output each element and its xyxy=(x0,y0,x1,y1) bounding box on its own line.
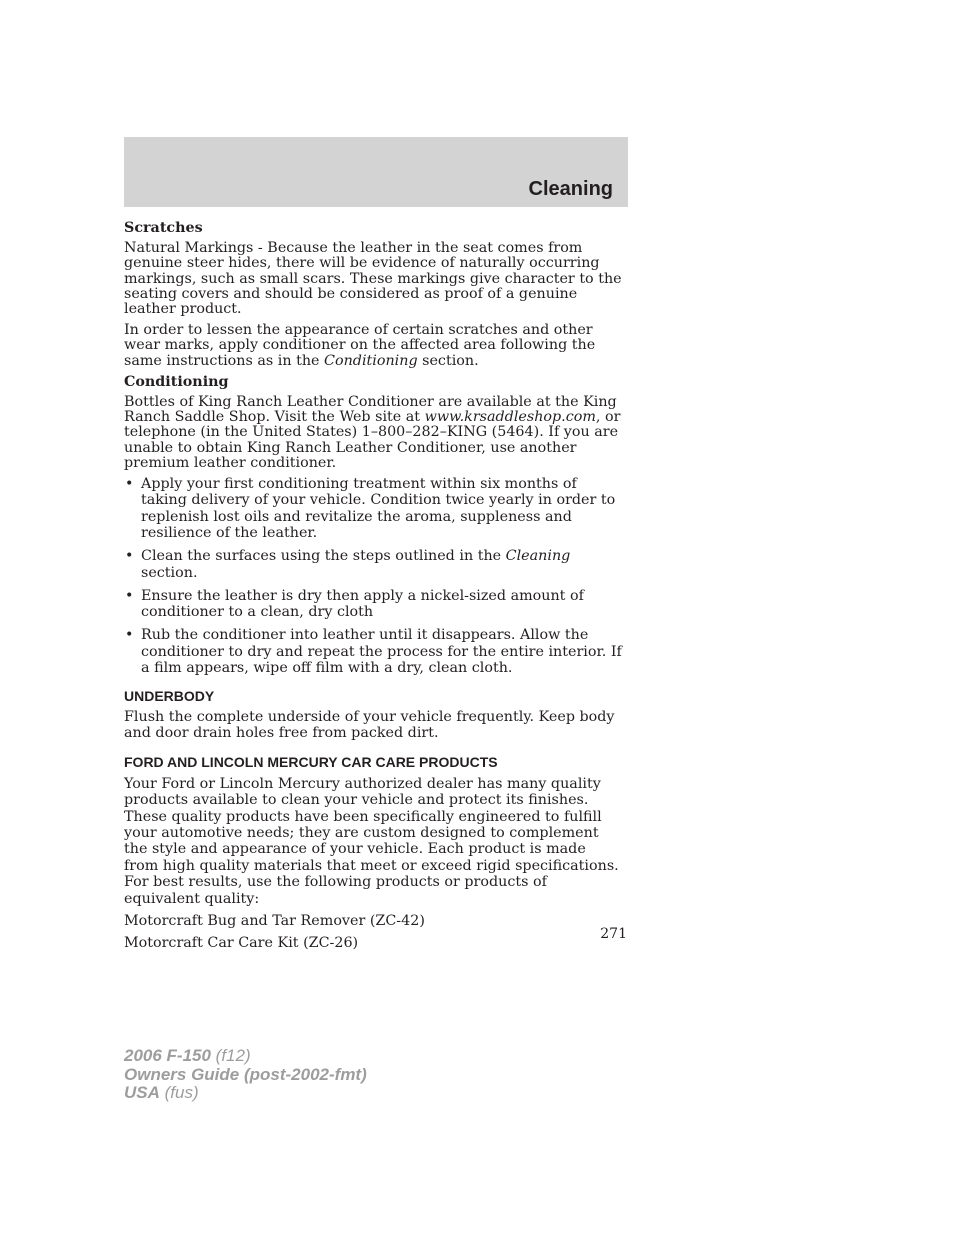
cleaning-reference: Cleaning xyxy=(505,548,571,565)
page-number: 271 xyxy=(600,926,627,942)
footer-model-code: (f12) xyxy=(210,1046,251,1065)
underbody-paragraph: Flush the complete underside of your vehicle frequently. Keep body and door drain holes free from packed dirt. xyxy=(124,709,615,741)
car-care-products-heading: FORD AND LINCOLN MERCURY CAR CARE PRODUCTS xyxy=(124,753,498,770)
list-item-text-a: Clean the surfaces using the steps outlined in the xyxy=(141,548,506,565)
conditioning-reference: Conditioning xyxy=(324,352,418,369)
conditioning-paragraph-text-a: Bottles of King Ranch Leather Conditioner are available at the King Ranch Saddle Shop. Visit the Web site at xyxy=(124,394,617,426)
car-care-products-paragraph: Your Ford or Lincoln Mercury authorized dealer has many quality products available to clean your vehicle and protect its finishes. These quality products have been specifically engineered to fulfill your automotive needs; they are custom designed to complement the style and appearance of your vehicle. Each product is made from high quality materials that meet or exceed rigid specifications. For best results, use the following products or products of equivalent quality: xyxy=(124,775,619,907)
list-item: • Ensure the leather is dry then apply a nickel-sized amount of conditioner to a clean, dry cloth xyxy=(124,588,624,621)
footer-market-code: (fus) xyxy=(159,1083,199,1102)
conditioning-heading: Conditioning xyxy=(124,373,229,390)
footer-market: USA xyxy=(124,1083,160,1102)
scratches-paragraph-2-text-b: section. xyxy=(417,352,479,369)
underbody-heading: UNDERBODY xyxy=(124,688,215,705)
list-item xyxy=(124,548,624,581)
footer-model: 2006 F-150 xyxy=(124,1046,211,1065)
conditioning-paragraph-text-b: , or telephone (in the United States) 1–800–282–KING (5464). If you are unable to obtain King Ranch Leather Conditioner, use another premium leather conditioner. xyxy=(124,409,621,471)
document-footer xyxy=(124,1047,367,1103)
footer-line-model xyxy=(124,1047,367,1066)
list-item-text-b: section. xyxy=(141,564,198,581)
conditioning-paragraph xyxy=(124,395,624,471)
footer-line-market xyxy=(124,1084,367,1103)
page-content xyxy=(124,221,624,958)
section-header-band xyxy=(124,137,628,207)
list-item: • Apply your first conditioning treatment within six months of taking delivery of your vehicle. Condition twice yearly in order to replenish lost oils and revitalize the aroma, suppleness and resilience of the leather. xyxy=(124,476,624,541)
scratches-heading: Scratches xyxy=(124,220,203,236)
scratches-paragraph-1: Natural Markings - Because the leather in the seat comes from genuine steer hides, there will be evidence of naturally occurring markings, such as small scars. These markings give character to the seating covers and should be considered as proof of a genuine leather product. xyxy=(124,240,622,318)
footer-guide: Owners Guide (post-2002-fmt) xyxy=(124,1064,367,1084)
website-link[interactable]: www.krsaddleshop.com xyxy=(424,409,596,426)
list-item: • Rub the conditioner into leather until it disappears. Allow the conditioner to dry and repeat the process for the entire interior. If a film appears, wipe off film with a dry, clean cloth. xyxy=(124,627,624,676)
scratches-paragraph-2-text-a: In order to lessen the appearance of certain scratches and other wear marks, apply conditioner on the affected area following the same instructions as in the xyxy=(124,322,596,369)
section-title: Cleaning xyxy=(528,178,613,200)
scratches-paragraph-2 xyxy=(124,323,624,369)
footer-line-guide xyxy=(124,1066,367,1085)
conditioning-steps-list xyxy=(124,476,624,676)
product-item-car-care-kit: Motorcraft Car Care Kit (ZC-26) xyxy=(124,935,359,952)
product-item-bug-tar-remover: Motorcraft Bug and Tar Remover (ZC-42) xyxy=(124,912,425,929)
